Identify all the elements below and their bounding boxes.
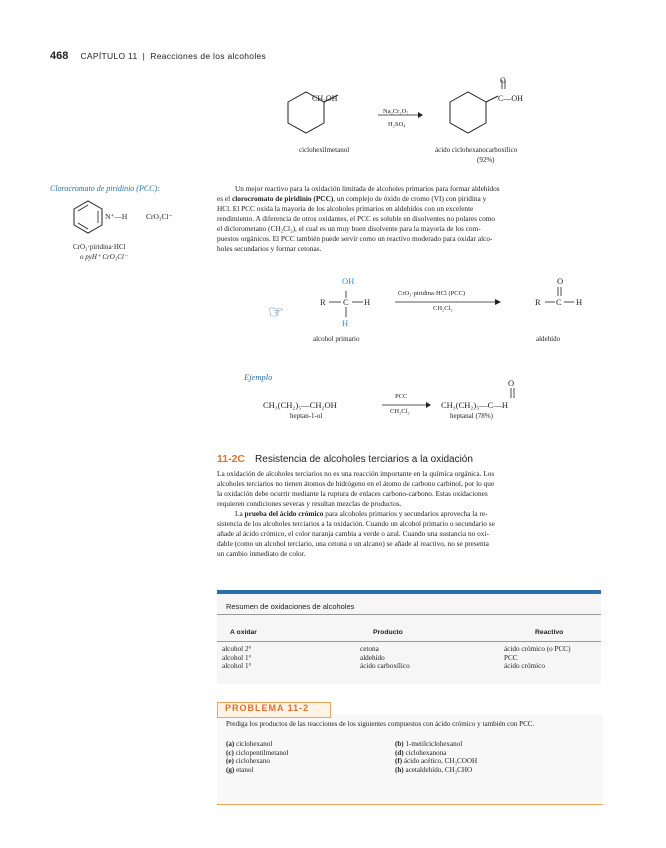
- text-line: el diclorometano (CH₂Cl₂), el cual es un muy buen disolvente para la mayoría de los com-: [217, 224, 481, 233]
- example-reactant: CH₃(CH₂)₅—CH₂OH: [263, 400, 337, 410]
- page-number: 468: [50, 50, 69, 62]
- pcc-formula-2: o pyH⁺ CrO₃Cl⁻: [80, 253, 128, 261]
- section-title: Resistencia de alcoholes terciarios a la oxidación: [255, 454, 473, 465]
- item-text: ciclohexanona: [405, 748, 447, 757]
- text-line: requieren condiciones severas y resultan mezclas de productos.: [217, 499, 402, 508]
- aldehyde-oxygen: O: [557, 276, 564, 286]
- problem-items-left: [226, 740, 288, 774]
- example-product-name: heptanal (78%): [450, 412, 493, 420]
- chapter-title: Reacciones de los alcoholes: [150, 51, 267, 61]
- paragraph-pcc: [217, 184, 601, 254]
- example-label: Ejemplo: [244, 372, 273, 382]
- table-accent-bar: [217, 590, 601, 594]
- chapter-label: CAPÍTULO 11: [80, 51, 138, 61]
- table-cell: alcohol 1°: [222, 653, 252, 662]
- reagent-top: Na₂Cr₂O₇: [383, 108, 409, 115]
- list-item: [395, 757, 477, 766]
- reaction1-diagram: [260, 75, 580, 170]
- table-cell: ácido crómico: [504, 662, 545, 670]
- hydrogen-atom-highlight: H: [342, 318, 349, 328]
- table-cell: aldehído: [360, 653, 385, 662]
- example-reagent-bottom: CH₂Cl₂: [390, 408, 410, 415]
- reagent-bottom: CH₂Cl₂: [433, 305, 453, 312]
- reaction2-bonds: [315, 283, 615, 323]
- page-header: [50, 50, 266, 62]
- example-reactant-name: heptan-1-ol: [290, 412, 323, 420]
- item-text: acetaldehído, CH₃CHO: [405, 765, 473, 774]
- text-line: HCl. El PCC oxida la mayoría de los alcoholes primarios en aldehídos con un excelente: [217, 204, 474, 213]
- list-item: [395, 740, 477, 749]
- example-reagent-top: PCC: [395, 393, 408, 400]
- item-letter: (g): [226, 765, 235, 774]
- product-group: C—OH: [498, 94, 523, 103]
- pyridinium-nh: N⁺—H: [105, 212, 128, 221]
- list-item: [226, 749, 288, 758]
- bold-term: prueba del ácido crómico: [244, 509, 324, 518]
- item-text: 1-metilciclohexanol: [405, 740, 463, 748]
- pcc-formula-1: CrO₃·piridina·HCl: [73, 243, 126, 251]
- product-oxygen: O: [500, 76, 506, 85]
- table-cell: alcohol 2°: [222, 645, 252, 653]
- label-aldehyde: aldehído: [536, 335, 561, 343]
- reagent-bottom: H₂SO₄: [388, 121, 406, 128]
- table-divider: [217, 641, 601, 642]
- text-line: La oxidación de alcoholes terciarios no es una reacción importante en la química orgánica. Los: [217, 469, 495, 478]
- table-divider: [217, 614, 601, 615]
- table-cell: alcohol 1°: [222, 662, 252, 670]
- list-item: [226, 740, 288, 749]
- text-line: añade al ácido crómico, el color naranja cambia a verde o azul. Cuando una sustancia no oxi-: [217, 529, 489, 538]
- pointing-hand-icon: ☞: [268, 302, 285, 322]
- item-letter: (e): [226, 757, 234, 765]
- carbon-atom: C: [343, 297, 349, 307]
- item-letter: (f): [395, 757, 403, 765]
- text-line: puestos orgánicos. El PCC también puede servir como un reactivo moderado para oxidar alco-: [217, 234, 493, 243]
- list-item: [395, 749, 477, 758]
- aldehyde-h: H: [576, 297, 583, 307]
- table-header-producto: Producto: [373, 629, 403, 636]
- item-text: etanol: [236, 765, 254, 774]
- chlorochromate-anion: CrO₃Cl⁻: [146, 212, 173, 221]
- item-letter: (a): [226, 740, 235, 748]
- text-line: es el clorocromato de piridinio (PCC), un complejo de óxido de cromo (VI) con piridina y: [217, 194, 487, 203]
- text-line: alcoholes terciarios no tienen átomos de hidrógeno en el átomo de carbono carbinol, por lo que: [217, 479, 495, 488]
- text-line: Un mejor reactivo para la oxidación limitada de alcoholes primarios para formar aldehídos: [235, 184, 500, 193]
- text-line: rendimiento. A diferencia de otros oxidantes, el PCC es soluble en disolventes no polares como: [217, 214, 496, 223]
- item-letter: (b): [395, 740, 404, 748]
- reactant-name: ciclohexilmetanol: [299, 146, 350, 154]
- text-line: sistencia de los alcoholes terciarios a la oxidación. Cuando un alcohol primario o secundario se: [217, 519, 495, 528]
- table-cell: ácido carboxílico: [360, 662, 410, 670]
- list-item: [226, 757, 288, 766]
- item-letter: (h): [395, 765, 404, 774]
- product-name: ácido ciclohexanocarboxílico: [435, 146, 518, 154]
- label-primary-alcohol: alcohol primario: [313, 335, 360, 343]
- item-letter: (d): [395, 748, 404, 757]
- text-line: holes secundarios y formar cetonas.: [217, 244, 322, 253]
- table-row: [504, 645, 570, 671]
- paragraph-tertiary: [217, 469, 601, 559]
- item-text: ácido acético, CH₃COOH: [403, 757, 478, 765]
- example-product: CH₃(CH₂)₅—C—H: [441, 400, 508, 410]
- product-yield: (92%): [477, 156, 495, 164]
- item-text: ciclohexanol: [236, 740, 273, 748]
- reactant-group: CH₂OH: [312, 94, 338, 103]
- aldehyde-c: C: [556, 297, 562, 307]
- table-title: Resumen de oxidaciones de alcoholes: [226, 602, 355, 611]
- carbonyl-double-bond: [508, 388, 518, 400]
- margin-title: Clorocromato de piridinio (PCC):: [50, 184, 160, 193]
- hydrogen-atom: H: [364, 297, 371, 307]
- table-row: [222, 645, 251, 671]
- table-cell: cetona: [360, 645, 379, 653]
- item-text: ciclopentilmetanol: [235, 748, 289, 757]
- reagent-top: CrO₃·piridina·HCl (PCC): [398, 290, 466, 297]
- r-group: R: [320, 297, 326, 307]
- text-line: un cambio inmediato de color.: [217, 549, 306, 558]
- text-line: la oxidación debe ocurrir mediante la ruptura de enlaces carbono-carbono. Estas oxidaciones: [217, 489, 488, 498]
- list-item: [395, 766, 477, 775]
- problem-prompt: Prediga los productos de las reacciones de los siguientes compuestos con ácido crómico y también con PCC.: [226, 720, 535, 728]
- table-header-reactivo: Reactivo: [535, 629, 564, 636]
- table-cell: ácido crómico (o PCC): [504, 645, 571, 653]
- problem-label: PROBLEMA 11-2: [225, 703, 310, 713]
- hydroxyl-group: OH: [342, 276, 355, 286]
- aldehyde-r: R: [535, 297, 541, 307]
- table-row: [360, 645, 410, 671]
- list-item: [226, 766, 288, 775]
- table-header-a-oxidar: A oxidar: [230, 629, 257, 636]
- text-line: dable (como un alcohol terciario, una cetona o un alcano) se añade al reactivo, no se presenta: [217, 539, 489, 548]
- section-heading: [217, 449, 473, 467]
- problem-items-right: [395, 740, 477, 774]
- section-number: 11-2C: [217, 453, 246, 465]
- text-line: La prueba del ácido crómico para alcoholes primarios y secundarios aprovecha la re-: [235, 509, 488, 518]
- example-product-oxygen: O: [508, 378, 515, 388]
- header-separator: |: [142, 51, 146, 61]
- item-text: ciclohexano: [235, 757, 270, 765]
- cyclohexane-ring: [450, 92, 486, 133]
- bold-term: clorocromato de piridinio (PCC): [232, 194, 334, 203]
- item-letter: (c): [226, 748, 234, 757]
- table-cell: PCC: [504, 653, 518, 662]
